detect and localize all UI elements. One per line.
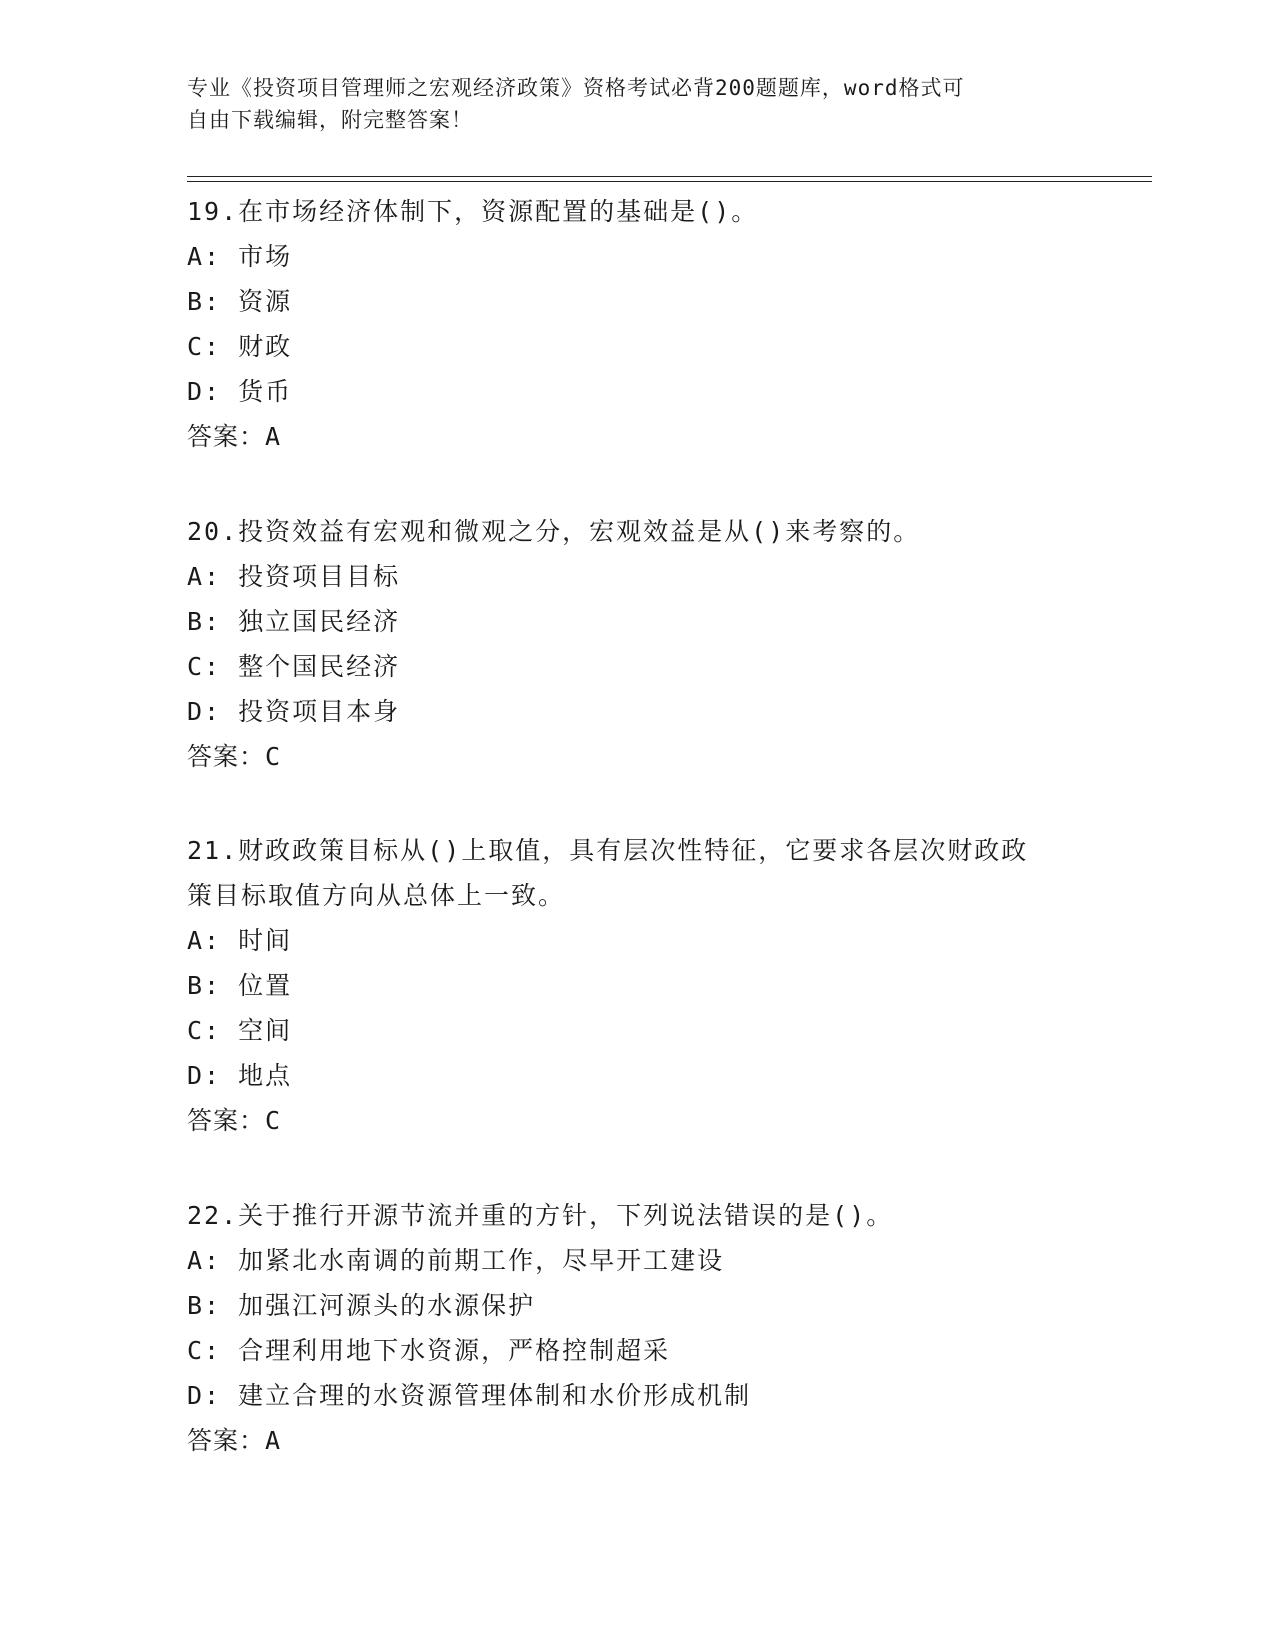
- option-d: D: 建立合理的水资源管理体制和水价形成机制: [187, 1381, 752, 1410]
- question-stem: 20.投资效益有宏观和微观之分，宏观效益是从()来考察的。: [187, 517, 921, 546]
- answer-line: [187, 1418, 1087, 1463]
- document-header: [187, 72, 1087, 136]
- option-c: C: 整个国民经济: [187, 652, 401, 681]
- header-line-1: 专业《投资项目管理师之宏观经济政策》资格考试必背200题题库，word格式可: [187, 76, 965, 100]
- option-b: B: 位置: [187, 971, 293, 1000]
- option-a: A: 投资项目目标: [187, 562, 401, 591]
- option-b: B: 资源: [187, 287, 293, 316]
- answer-line: [187, 734, 1087, 779]
- question-20: [187, 509, 1087, 779]
- option-d: D: 货币: [187, 377, 293, 406]
- answer-label: 答案：: [187, 1106, 266, 1135]
- answer-line: [187, 1098, 1087, 1143]
- question-19: [187, 189, 1087, 459]
- header-divider-top: [187, 176, 1152, 177]
- option-b: B: 加强江河源头的水源保护: [187, 1291, 536, 1320]
- answer-value: A: [265, 422, 282, 451]
- answer-value: A: [265, 1426, 282, 1455]
- question-21: [187, 828, 1087, 1143]
- option-b: B: 独立国民经济: [187, 607, 401, 636]
- question-stem-line-2: 策目标取值方向从总体上一致。: [187, 881, 566, 910]
- header-divider-bottom: [187, 181, 1152, 182]
- option-a: A: 市场: [187, 242, 293, 271]
- answer-value: C: [265, 742, 282, 771]
- option-d: D: 地点: [187, 1061, 293, 1090]
- option-a: A: 加紧北水南调的前期工作，尽早开工建设: [187, 1246, 725, 1275]
- option-c: C: 空间: [187, 1016, 293, 1045]
- question-22: [187, 1193, 1087, 1463]
- answer-label: 答案：: [187, 1426, 266, 1455]
- answer-value: C: [265, 1106, 282, 1135]
- question-stem: 19.在市场经济体制下，资源配置的基础是()。: [187, 197, 759, 226]
- option-a: A: 时间: [187, 926, 293, 955]
- question-stem-line-1: 21.财政政策目标从()上取值，具有层次性特征，它要求各层次财政政: [187, 836, 1029, 865]
- question-stem: 22.关于推行开源节流并重的方针，下列说法错误的是()。: [187, 1201, 894, 1230]
- answer-line: [187, 414, 1087, 459]
- header-line-2: 自由下载编辑，附完整答案！: [187, 108, 473, 132]
- option-d: D: 投资项目本身: [187, 697, 401, 726]
- answer-label: 答案：: [187, 422, 266, 451]
- answer-label: 答案：: [187, 742, 266, 771]
- option-c: C: 财政: [187, 332, 293, 361]
- option-c: C: 合理利用地下水资源，严格控制超采: [187, 1336, 671, 1365]
